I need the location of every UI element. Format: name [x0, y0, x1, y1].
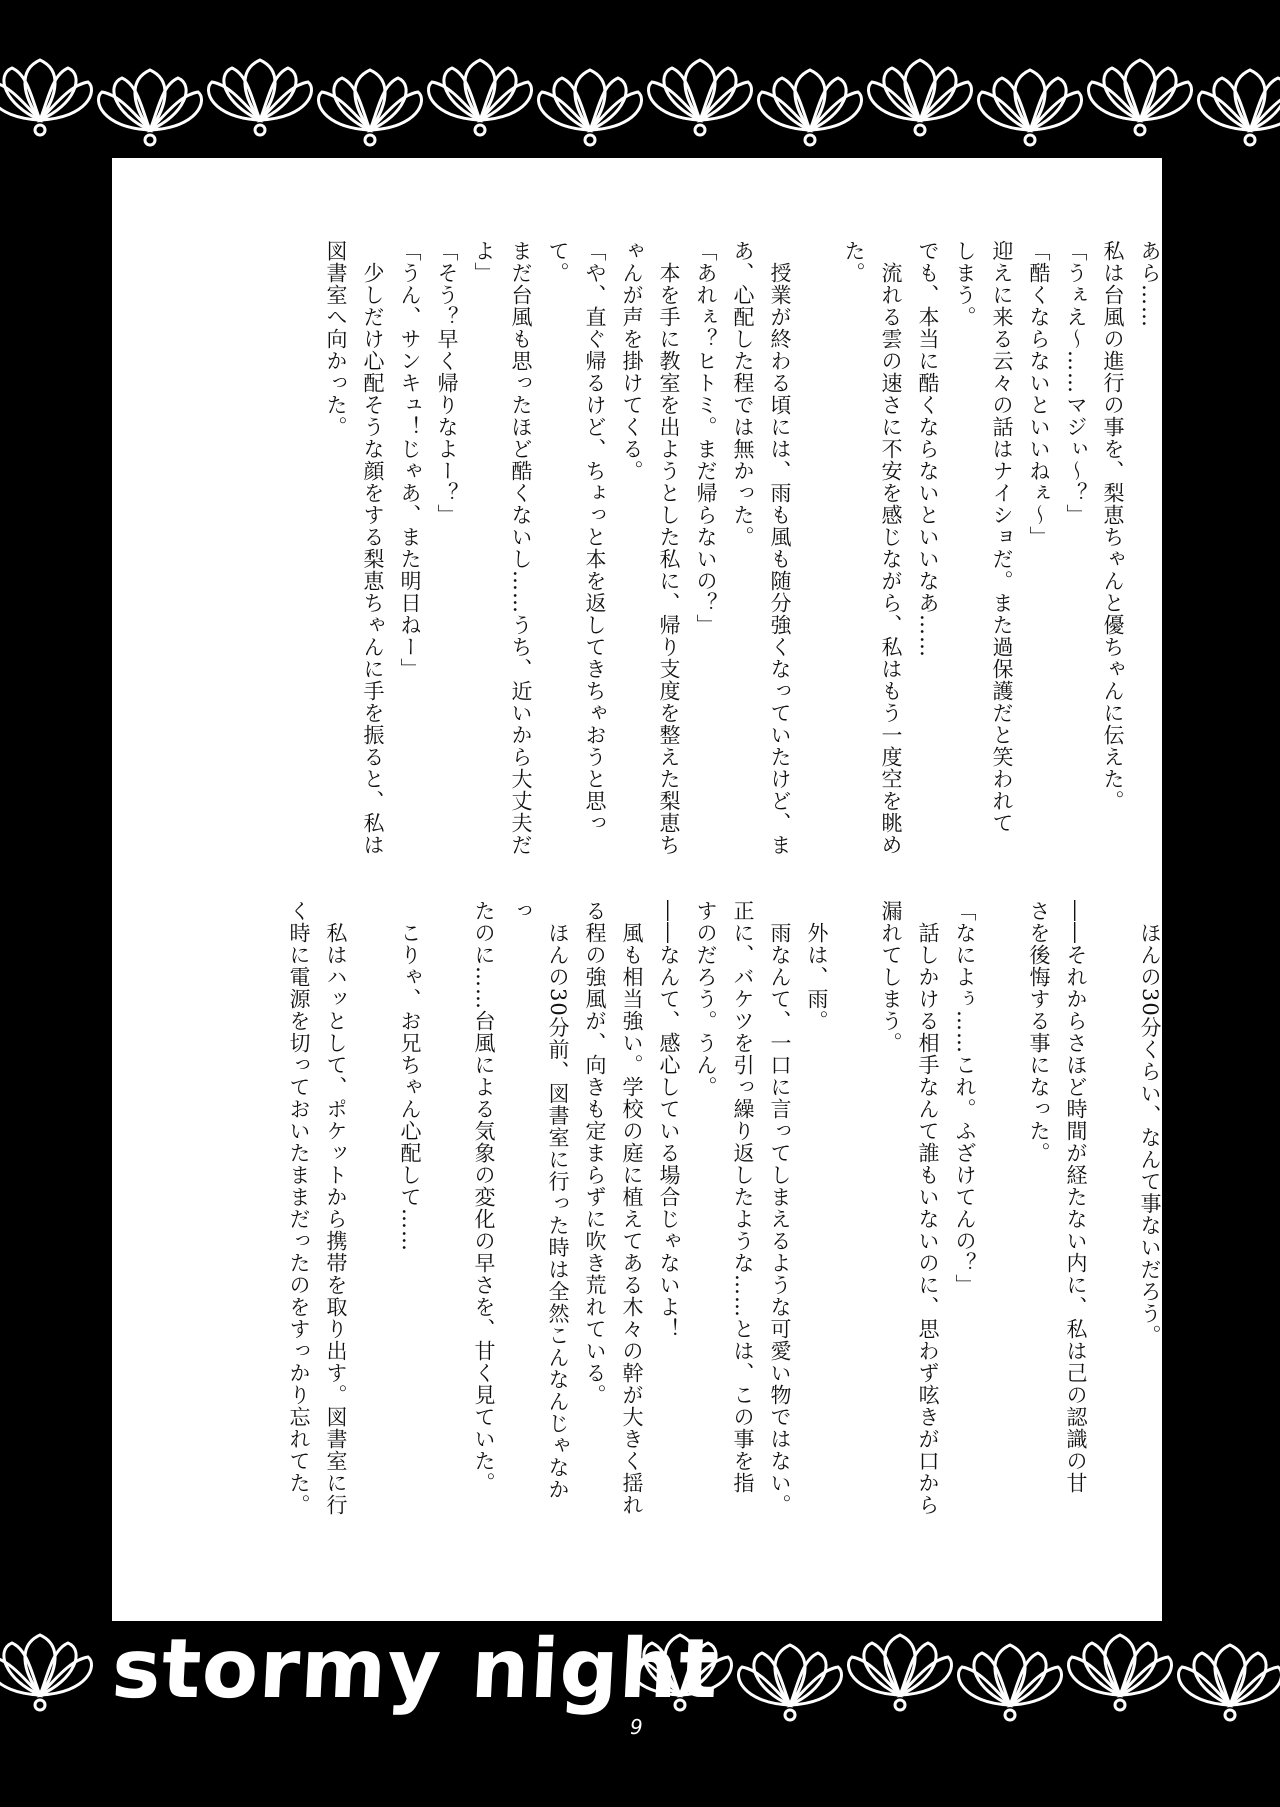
upper-line: 「あれぇ？ヒトミ。まだ帰らないの？」 — [694, 240, 718, 636]
lower-line: こりゃ、お兄ちゃん心配して…… — [398, 900, 422, 1252]
upper-line: 「うぇえ～……マジぃ～？」 — [1064, 240, 1088, 526]
upper-line: 授業が終わる頃には、雨も風も随分強くなっていたけど、ま — [768, 240, 792, 856]
upper-line: た。 — [842, 240, 866, 284]
upper-line: 本を手に教室を出ようとした私に、帰り支度を整えた梨恵ち — [657, 240, 681, 856]
upper-line: まだ台風も思ったほど酷くないし……うち、近いから大丈夫だ — [509, 240, 533, 856]
upper-line: 「酷くならないといいねぇ～」 — [1027, 240, 1051, 548]
lower-line — [1094, 900, 1131, 1520]
page-title: stormy night — [109, 1622, 722, 1717]
lower-line: ほんの30分くらい、なんて事ないだろう。 — [1138, 900, 1162, 1347]
upper-line: あ、心配した程では無かった。 — [731, 240, 755, 548]
lower-line — [354, 900, 391, 1520]
upper-line: ゃんが声を掛けてくる。 — [620, 240, 644, 482]
upper-line: 「や、直ぐ帰るけど、ちょっと本を返してきちゃおうと思って。 — [546, 240, 607, 834]
lower-line — [835, 900, 872, 1520]
lower-line: さを後悔する事になった。 — [1027, 900, 1051, 1164]
lower-line: ほんの30分前、図書室に行った時は全然こんなんじゃなかっ — [509, 900, 570, 1501]
lower-line: すのだろう。うん。 — [694, 900, 718, 1098]
lower-line: 雨なんて、一口に言ってしまえるような可愛い物ではない。 — [768, 900, 792, 1516]
lower-line: 外は、雨。 — [805, 900, 829, 1032]
lower-line: る程の強風が、向きも定まらずに吹き荒れている。 — [583, 900, 607, 1406]
upper-line: 「そう？早く帰りなよー？」 — [435, 240, 459, 526]
upper-line: しまう。 — [953, 240, 977, 328]
lower-line: ――それからさほど時間が経たない内に、私は己の認識の甘 — [1064, 900, 1088, 1494]
upper-line: 少しだけ心配そうな顔をする梨恵ちゃんに手を振ると、私は — [361, 240, 385, 856]
lace-border-top — [0, 40, 1280, 170]
lower-line: ――なんて、感心している場合じゃないよ！ — [657, 900, 681, 1340]
upper-line: 流れる雲の速さに不安を感じながら、私はもう一度空を眺め — [879, 240, 903, 856]
lower-line: 「なによぅ……これ。ふざけてんの？」 — [953, 900, 977, 1296]
upper-line: 迎えに来る云々の話はナイショだ。また過保護だと笑われて — [990, 240, 1014, 834]
upper-line: でも、本当に酷くならないといいなあ…… — [916, 240, 940, 658]
upper-text-block — [324, 240, 1168, 860]
lower-line: たのに……台風による気象の変化の早さを、甘く見ていた。 — [472, 900, 496, 1494]
lower-line — [983, 900, 1020, 1520]
page-number: 9 — [630, 1715, 643, 1739]
lower-text-block — [287, 900, 1168, 1520]
upper-line: よ」 — [472, 240, 496, 284]
upper-line: 図書室へ向かった。 — [324, 240, 348, 438]
upper-line: あら…… — [1138, 240, 1162, 328]
upper-line: 私は台風の進行の事を、梨恵ちゃんと優ちゃんに伝えた。 — [1101, 240, 1125, 812]
upper-line — [798, 240, 835, 860]
lower-line: 漏れてしまう。 — [879, 900, 903, 1054]
lower-line: 風も相当強い。学校の庭に植えてある木々の幹が大きく揺れ — [620, 900, 644, 1516]
lower-line: 話しかける相手なんて誰もいないのに、思わず呟きが口から — [916, 900, 940, 1516]
lower-line: 私はハッとして、ポケットから携帯を取り出す。図書室に行 — [324, 900, 348, 1516]
lower-line — [428, 900, 465, 1520]
lower-line: 正に、バケツを引っ繰り返したような……とは、この事を指 — [731, 900, 755, 1494]
lower-line: く時に電源を切っておいたままだったのをすっかり忘れてた。 — [287, 900, 311, 1516]
upper-line: 「うん、サンキュ！じゃあ、また明日ねー」 — [398, 240, 422, 680]
